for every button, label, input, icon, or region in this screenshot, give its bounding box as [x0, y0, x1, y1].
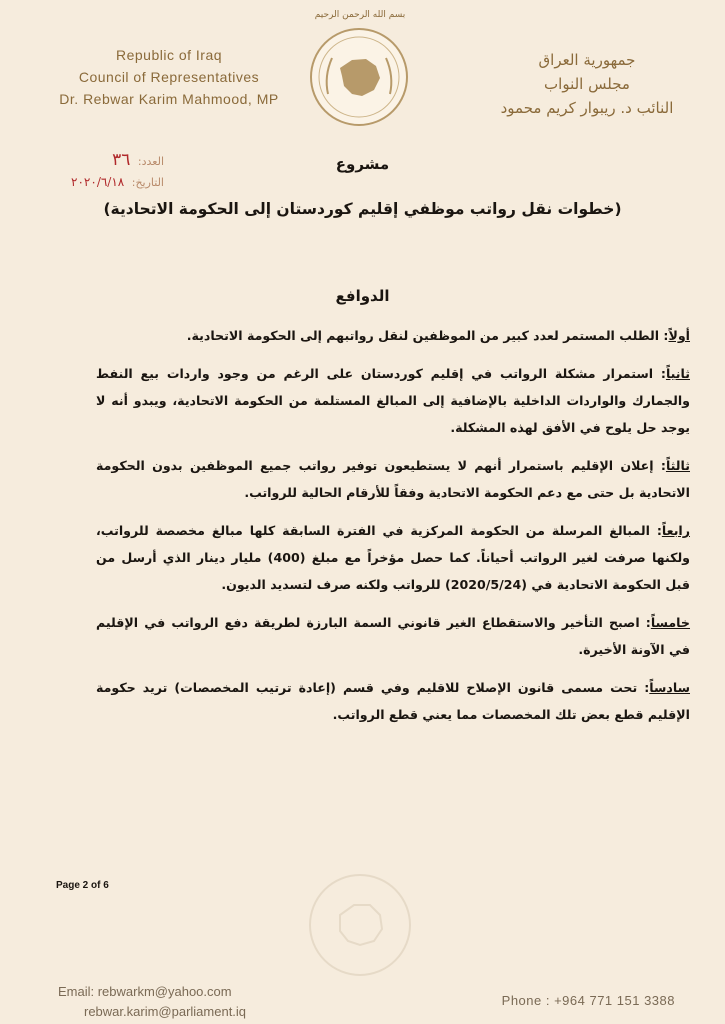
- paragraph-label: خامساً: [650, 615, 690, 630]
- number-label: العدد:: [137, 155, 164, 168]
- paragraph-6: [96, 674, 690, 728]
- letterhead-arabic: [477, 48, 697, 120]
- letterhead-country-ar: جمهورية العراق: [538, 51, 636, 69]
- email-primary[interactable]: Email: rebwarkm@yahoo.com: [58, 984, 232, 999]
- number-value: ٣٦: [112, 150, 131, 170]
- project-label: مشروع: [335, 155, 390, 173]
- paragraph-5: [96, 609, 690, 663]
- paragraph-text: : تحت مسمى قانون الإصلاح للاقليم وفي قسم (إعادة ترتيب المخصصات) تريد حكومة الإقليم قطع بعض تلك المخصصات مما يعني قطع الرواتب.: [96, 680, 690, 722]
- email-secondary[interactable]: rebwar.karim@parliament.iq: [84, 1004, 247, 1019]
- iraq-emblem-logo: [306, 24, 412, 130]
- paragraph-label: رابعاً: [661, 523, 690, 538]
- paragraph-3: [96, 452, 690, 506]
- letterhead-english: [24, 44, 314, 110]
- reference-date: [24, 172, 164, 193]
- paragraph-text: : استمرار مشكلة الرواتب في إقليم كوردستان على الرغم من وجود واردات بيع النفط والجمارك والواردات الداخلية بالإضافية إلى المبالغ المستلمة من الحكومة الاتحادية، ويبدو أنه لا يوجد حل يلوح في الأفق لهذه المشكلة.: [96, 366, 690, 435]
- basmala: بسم الله الرحمن الرحيم: [314, 10, 406, 20]
- watermark-emblem: [300, 865, 420, 985]
- letterhead-council-ar: مجلس النواب: [544, 75, 630, 93]
- motives-heading: الدوافع: [335, 287, 390, 305]
- document-body: [96, 322, 690, 739]
- paragraph-label: ثالثاً: [665, 458, 690, 473]
- paragraph-text: : اصبح التأخير والاستقطاع الغير قانوني السمة البارزة لطريقة دفع الرواتب في الإقليم في الآونة الأخيرة.: [96, 615, 690, 657]
- page-number: Page 2 of 6: [56, 880, 109, 891]
- paragraph-text: : الطلب المستمر لعدد كبير من الموظفين لنقل رواتبهم إلى الحكومة الاتحادية.: [186, 328, 669, 343]
- paragraph-text: : إعلان الإقليم باستمرار أنهم لا يستطيعون توفير رواتب جميع الموظفين بدون الحكومة الاتحادية بل حتى مع دعم الحكومة الاتحادية وفقاً للأرقام الحالية للرواتب.: [96, 458, 690, 500]
- letterhead-mp-name-ar: النائب د. ريبوار كريم محمود: [500, 99, 674, 117]
- letterhead-country: Republic of Iraq: [115, 47, 223, 63]
- paragraph-label: ثانياً: [665, 366, 690, 381]
- paragraph-4: [96, 517, 690, 598]
- paragraph-label: أولاً: [668, 328, 690, 343]
- contact-emails: [58, 982, 246, 1022]
- date-value: ٢٠٢٠/٦/١٨: [71, 175, 125, 189]
- paragraph-1: [96, 322, 690, 349]
- document-subtitle: (خطوات نقل رواتب موظفي إقليم كوردستان إلى الحكومة الاتحادية): [103, 200, 622, 218]
- paragraph-text: : المبالغ المرسلة من الحكومة المركزية في الفترة السابقة كلها مبالغ مخصصة للرواتب، ولكنها صرفت لغير الرواتب أحياناً. كما حصل مؤخراً مع مبلغ (400) مليار دينار الذي أرسل من قبل الحكومة الاتحادية في (2020/5/24) للرواتب ولكنه صرف لتسديد الديون.: [96, 523, 691, 592]
- letterhead-council: Council of Representatives: [78, 69, 260, 85]
- letterhead-mp-name: Dr. Rebwar Karim Mahmood, MP: [59, 91, 279, 107]
- contact-phone: Phone : +964 771 151 3388: [501, 993, 675, 1008]
- paragraph-2: [96, 360, 690, 441]
- paragraph-label: سادساً: [649, 680, 690, 695]
- date-label: التاريخ:: [131, 176, 164, 189]
